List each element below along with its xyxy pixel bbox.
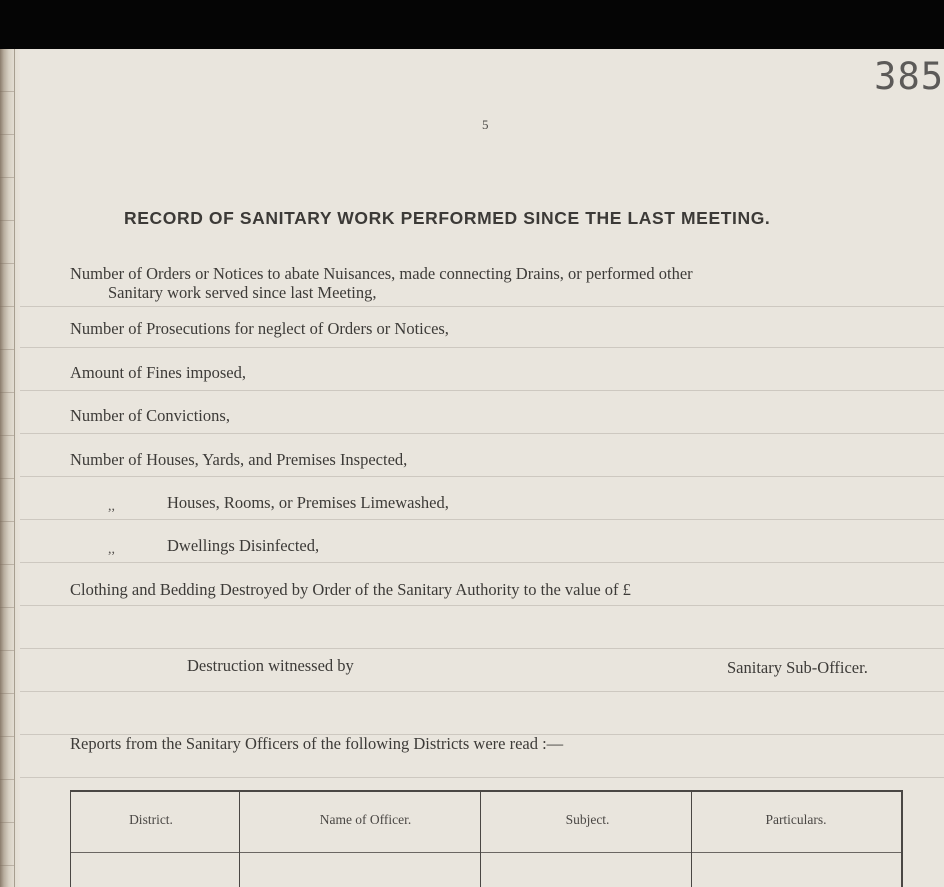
clothing-line: Clothing and Bedding Destroyed by Order of the Sanitary Authority to the value of £ xyxy=(70,580,631,599)
ruled-line xyxy=(20,648,944,649)
ruled-line xyxy=(20,562,944,563)
witnessed-line: Destruction witnessed by xyxy=(187,656,354,675)
ruled-line xyxy=(20,605,944,606)
page-number: 5 xyxy=(482,117,489,132)
ruled-line xyxy=(20,476,944,477)
fines-line: Amount of Fines imposed, xyxy=(70,363,246,382)
ruled-line xyxy=(20,519,944,520)
prosecutions-line: Number of Prosecutions for neglect of Orders or Notices, xyxy=(70,319,449,338)
scan-top-border xyxy=(0,0,944,49)
header-officer: Name of Officer. xyxy=(319,812,412,827)
header-district: District. xyxy=(129,812,173,827)
districts-table xyxy=(70,790,903,887)
ditto-mark: ,, xyxy=(108,499,115,514)
table-column xyxy=(239,792,481,887)
orders-line-2: Sanitary work served since last Meeting, xyxy=(108,283,377,302)
inspected-line: Number of Houses, Yards, and Premises Inspected, xyxy=(70,450,408,469)
folio-number: 385 xyxy=(874,55,944,98)
header-subject: Subject. xyxy=(565,812,610,827)
header-particulars: Particulars. xyxy=(765,812,827,827)
ledger-page xyxy=(0,49,944,887)
ruled-line xyxy=(20,306,944,307)
binding-ticks xyxy=(0,49,14,887)
convictions-line: Number of Convictions, xyxy=(70,406,230,425)
ruled-line xyxy=(20,433,944,434)
table-column xyxy=(71,792,240,887)
ditto-mark: ,, xyxy=(108,542,115,557)
page-title: RECORD OF SANITARY WORK PERFORMED SINCE THE LAST MEETING. xyxy=(124,208,771,228)
reports-line: Reports from the Sanitary Officers of the following Districts were read :— xyxy=(70,734,564,753)
limewashed-line: Houses, Rooms, or Premises Limewashed, xyxy=(167,493,449,512)
disinfected-line: Dwellings Disinfected, xyxy=(167,536,320,555)
ruled-line xyxy=(20,390,944,391)
sub-officer-label: Sanitary Sub-Officer. xyxy=(727,658,868,677)
ruled-line xyxy=(20,347,944,348)
orders-line-1: Number of Orders or Notices to abate Nuisances, made connecting Drains, or performed other xyxy=(70,264,693,283)
ruled-line xyxy=(20,777,944,778)
binding-line xyxy=(14,49,15,887)
table-column xyxy=(480,792,692,887)
ruled-line xyxy=(20,691,944,692)
